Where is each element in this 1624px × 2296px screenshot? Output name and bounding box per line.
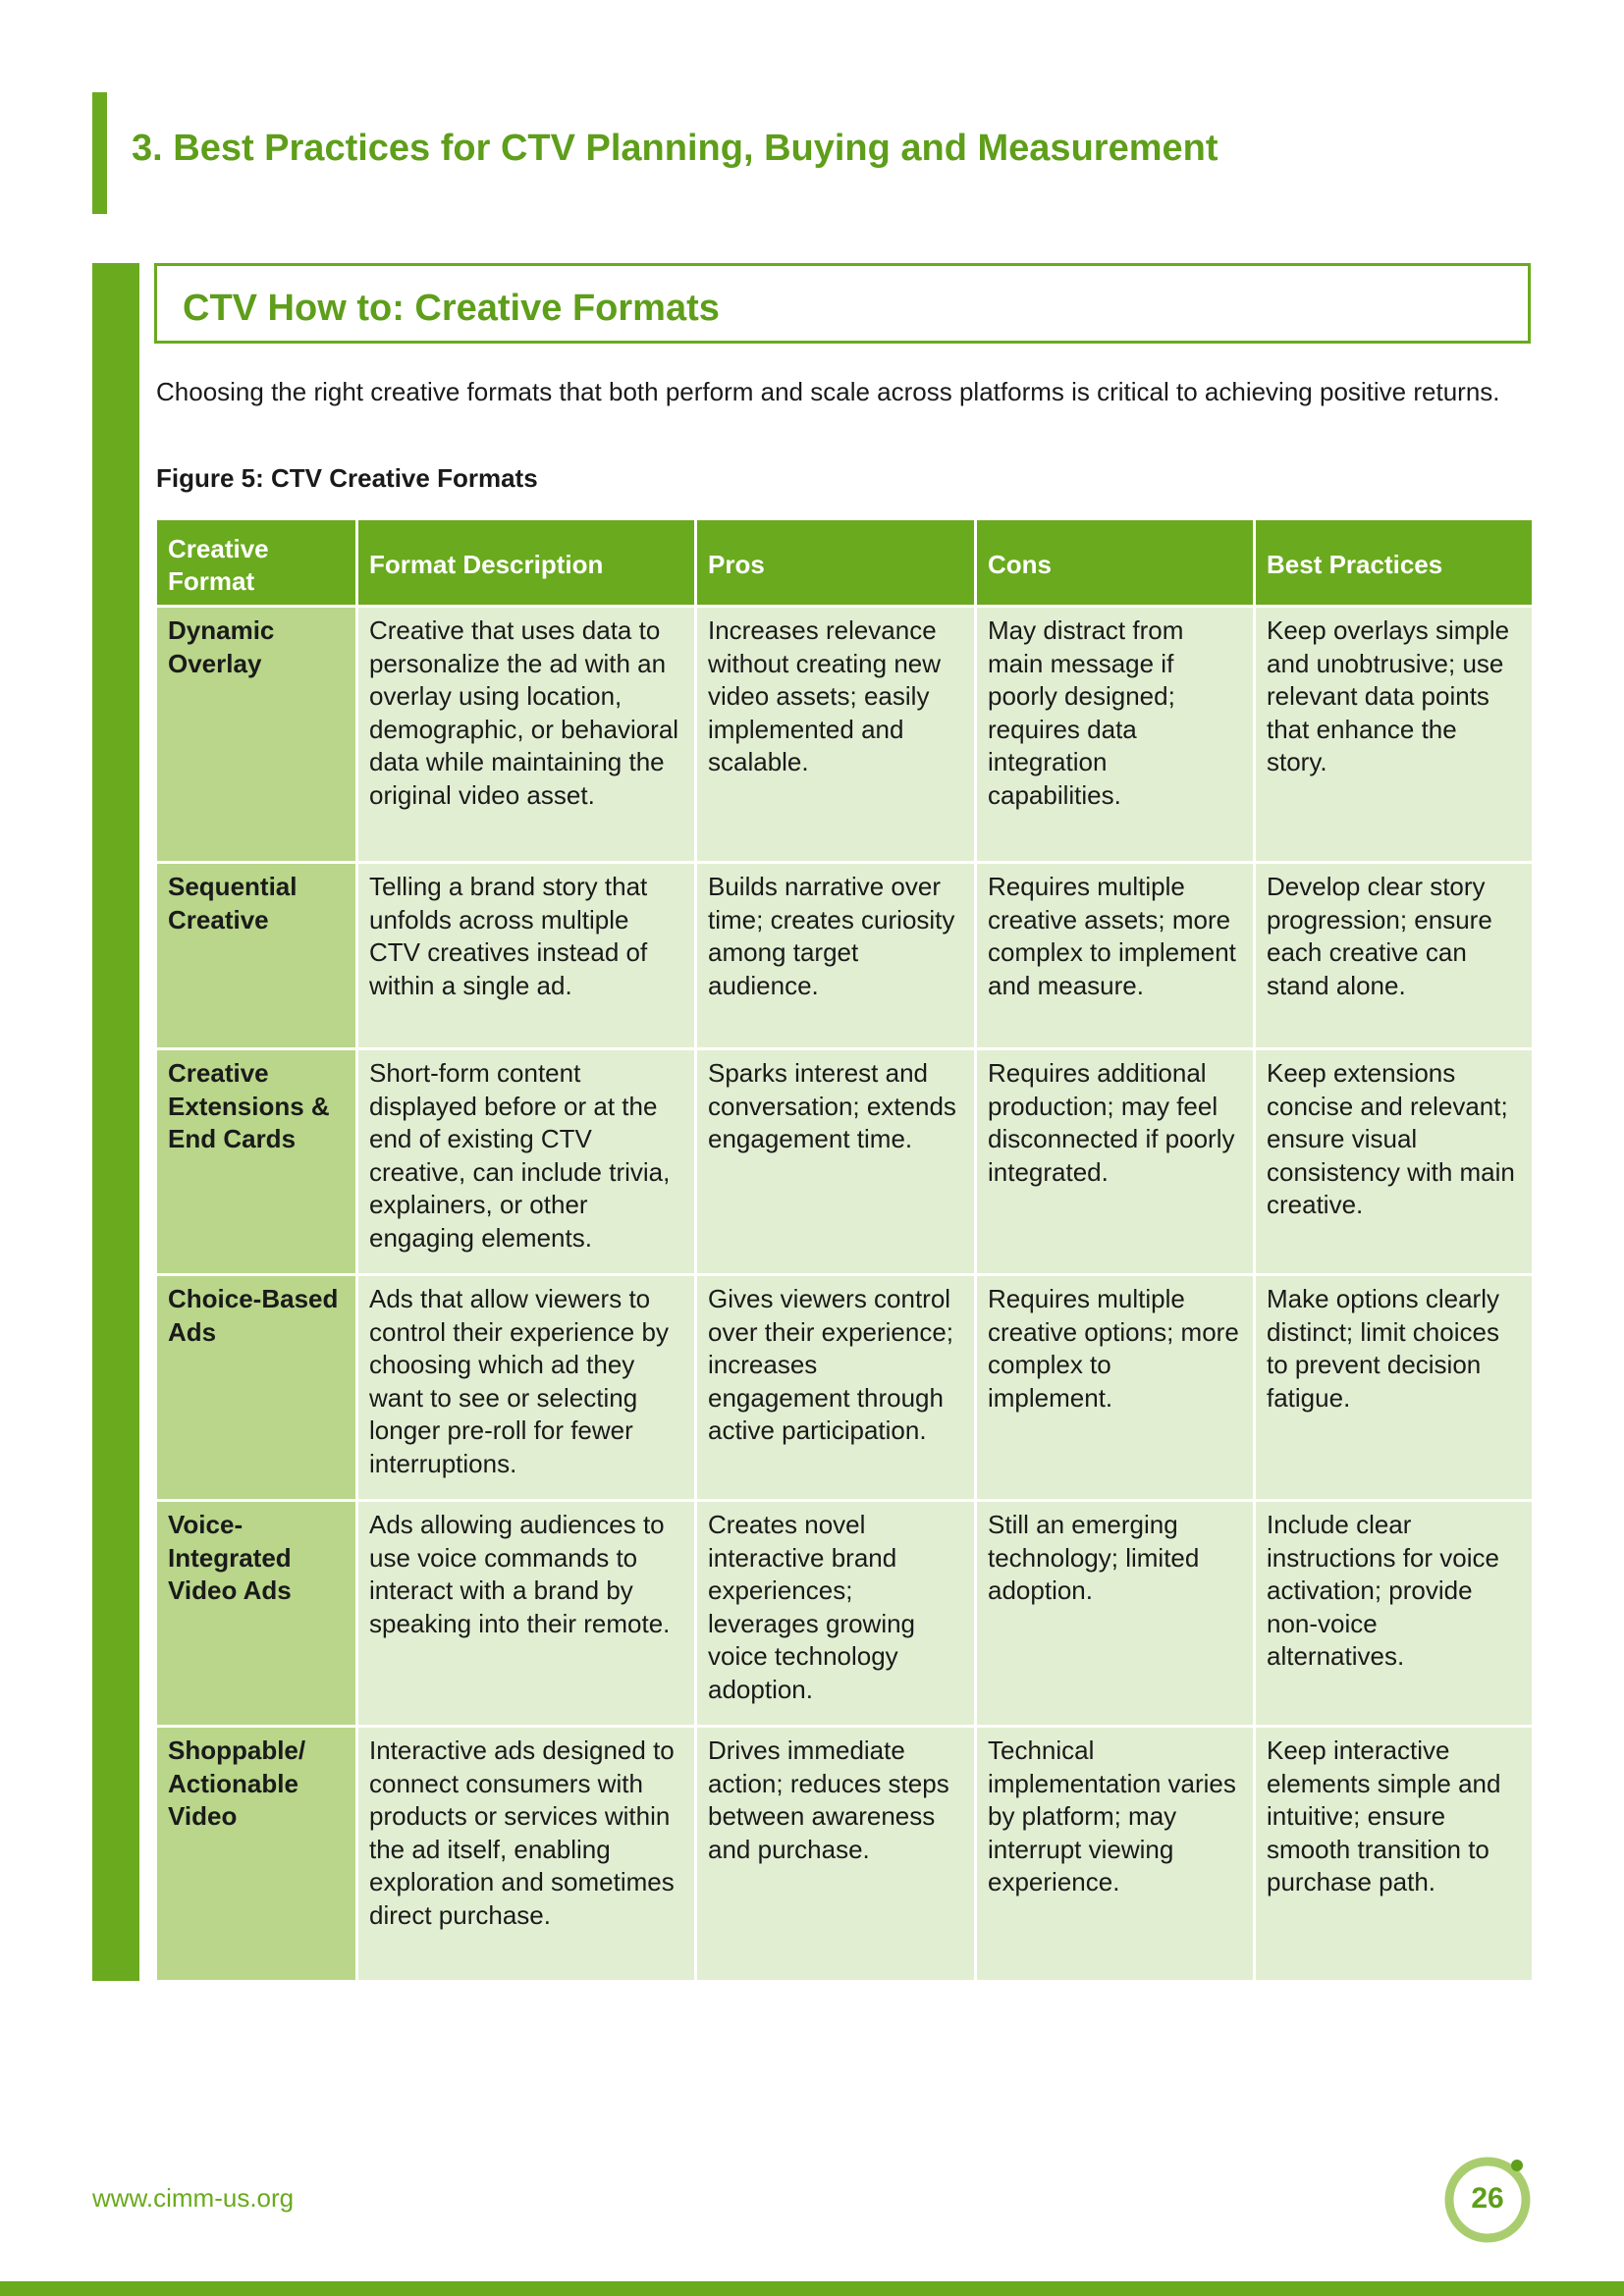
section-title: 3. Best Practices for CTV Planning, Buying and Measurement bbox=[132, 128, 1218, 169]
side-accent-bar bbox=[92, 263, 139, 1981]
format-name-cell: Voice-Integrated Video Ads bbox=[156, 1501, 357, 1727]
best-practices-cell: Include clear instructions for voice activation; provide non-voice alternatives. bbox=[1255, 1501, 1534, 1727]
best-practices-cell: Keep overlays simple and unobtrusive; use relevant data points that enhance the story. bbox=[1255, 607, 1534, 863]
description-cell: Short-form content displayed before or at the end of existing CTV creative, can include trivia, explainers, or other engaging elements. bbox=[357, 1049, 696, 1275]
pros-cell: Drives immediate action; reduces steps between awareness and purchase. bbox=[696, 1727, 976, 1982]
best-practices-cell: Keep extensions concise and relevant; ensure visual consistency with main creative. bbox=[1255, 1049, 1534, 1275]
format-name-cell: Choice-Based Ads bbox=[156, 1275, 357, 1501]
table-row bbox=[156, 1049, 1534, 1275]
pros-cell: Sparks interest and conversation; extends engagement time. bbox=[696, 1049, 976, 1275]
pros-cell: Creates novel interactive brand experiences; leverages growing voice technology adoption. bbox=[696, 1501, 976, 1727]
best-practices-cell: Make options clearly distinct; limit choices to prevent decision fatigue. bbox=[1255, 1275, 1534, 1501]
table-row bbox=[156, 1275, 1534, 1501]
page-number: 26 bbox=[1471, 2182, 1504, 2215]
description-cell: Creative that uses data to personalize the ad with an overlay using location, demographic, or behavioral data while maintaining the original video asset. bbox=[357, 607, 696, 863]
box-title: CTV How to: Creative Formats bbox=[183, 288, 720, 329]
footer-website-link[interactable]: www.cimm-us.org bbox=[92, 2183, 295, 2213]
table-header-row bbox=[156, 519, 1534, 607]
column-header: Creative Format bbox=[156, 519, 357, 607]
cons-cell: Still an emerging technology; limited adoption. bbox=[976, 1501, 1255, 1727]
cons-cell: Technical implementation varies by platform; may interrupt viewing experience. bbox=[976, 1727, 1255, 1982]
format-name-cell: Dynamic Overlay bbox=[156, 607, 357, 863]
header-accent-bar bbox=[92, 92, 107, 214]
format-name-cell: Sequential Creative bbox=[156, 863, 357, 1049]
description-cell: Interactive ads designed to connect consumers with products or services within the ad itself, enabling exploration and sometimes direct purchase. bbox=[357, 1727, 696, 1982]
cons-cell: Requires multiple creative assets; more complex to implement and measure. bbox=[976, 863, 1255, 1049]
cons-cell: May distract from main message if poorly designed; requires data integration capabilities. bbox=[976, 607, 1255, 863]
cons-cell: Requires multiple creative options; more complex to implement. bbox=[976, 1275, 1255, 1501]
figure-caption: Figure 5: CTV Creative Formats bbox=[156, 463, 538, 493]
best-practices-cell: Keep interactive elements simple and intuitive; ensure smooth transition to purchase path. bbox=[1255, 1727, 1534, 1982]
table-row bbox=[156, 1727, 1534, 1982]
cons-cell: Requires additional production; may feel disconnected if poorly integrated. bbox=[976, 1049, 1255, 1275]
description-cell: Ads allowing audiences to use voice commands to interact with a brand by speaking into their remote. bbox=[357, 1501, 696, 1727]
format-name-cell: Shoppable/ Actionable Video bbox=[156, 1727, 357, 1982]
bottom-accent-strip bbox=[0, 2281, 1624, 2296]
column-header: Format Description bbox=[357, 519, 696, 607]
best-practices-cell: Develop clear story progression; ensure each creative can stand alone. bbox=[1255, 863, 1534, 1049]
column-header: Cons bbox=[976, 519, 1255, 607]
table-row bbox=[156, 1501, 1534, 1727]
column-header: Best Practices bbox=[1255, 519, 1534, 607]
creative-formats-table bbox=[154, 517, 1535, 1983]
box-title-frame bbox=[154, 263, 1531, 344]
description-cell: Telling a brand story that unfolds across multiple CTV creatives instead of within a single ad. bbox=[357, 863, 696, 1049]
table-row bbox=[156, 607, 1534, 863]
column-header: Pros bbox=[696, 519, 976, 607]
format-name-cell: Creative Extensions & End Cards bbox=[156, 1049, 357, 1275]
table-row bbox=[156, 863, 1534, 1049]
description-cell: Ads that allow viewers to control their experience by choosing which ad they want to see or selecting longer pre-roll for fewer interruptions. bbox=[357, 1275, 696, 1501]
pros-cell: Increases relevance without creating new video assets; easily implemented and scalable. bbox=[696, 607, 976, 863]
pros-cell: Gives viewers control over their experience; increases engagement through active participation. bbox=[696, 1275, 976, 1501]
intro-paragraph: Choosing the right creative formats that both perform and scale across platforms is critical to achieving positive returns. bbox=[156, 377, 1500, 406]
pros-cell: Builds narrative over time; creates curiosity among target audience. bbox=[696, 863, 976, 1049]
